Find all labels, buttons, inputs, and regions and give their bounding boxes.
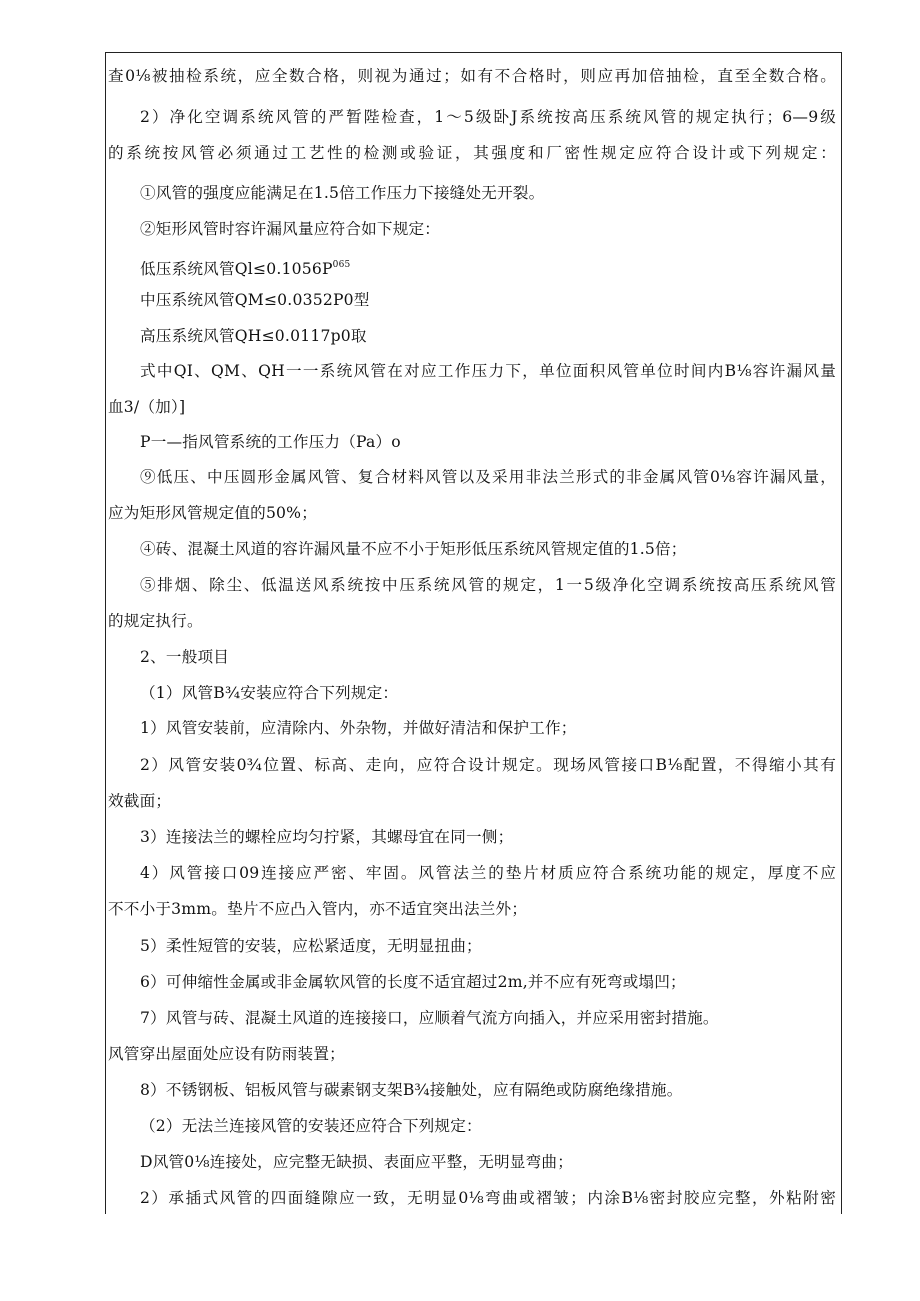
formula-low-pressure [140, 255, 350, 279]
formula-low-text: 低压系统风管Ql≤0.1056P [140, 260, 333, 278]
text-line-25: 5）柔性短管的安装，应松紧适度，无明显扭曲； [140, 937, 482, 955]
text-line-31: D风管0⅛连接处，应完整无缺损、表面应平整，无明显弯曲； [140, 1153, 573, 1171]
text-line-16: 的规定执行。 [108, 612, 203, 630]
text-line-12: ⑨低压、中压圆形金属风管、复合材料风管以及采用非法兰形式的非金属风管0⅛容许漏风量， [140, 468, 836, 486]
text-line-2: 2）净化空调系统风管的严暂陛检查，1～5级卧J系统按高压系统风管的规定执行；6—9级 [140, 108, 836, 126]
text-line-27: 7）风管与砖、混凝土风道的连接接口，应顺着气流方向插入，并应采用密封措施。 [140, 1009, 719, 1027]
text-line-1: 查0⅛被抽检系统，应全数合格，则视为通过；如有不合格时，则应再加倍抽检，直至全数合格。 [108, 67, 836, 85]
text-line-13: 应为矩形风管规定值的50%； [108, 504, 317, 522]
text-line-11: P一—指风管系统的工作压力（Pa）o [140, 433, 401, 451]
text-line-19: 1）风管安装前，应清除内、外杂物，并做好清洁和保护工作； [140, 719, 577, 737]
text-line-22: 3）连接法兰的螺栓应均匀拧紧，其螺母宜在同一侧； [140, 828, 514, 846]
formula-high-pressure: 高压系统风管QH≤0.0117p0取 [140, 327, 367, 345]
text-line-4: ①风管的强度应能满足在1.5倍工作压力下接缝处无开裂。 [140, 184, 545, 202]
text-line-29: 8）不锈钢板、铝板风管与碳素钢支架B¾接触处，应有隔绝或防腐绝缘措施。 [140, 1081, 683, 1099]
formula-low-exponent: 065 [332, 260, 351, 270]
text-line-23: 4）风管接口09连接应严密、牢固。风管法兰的垫片材质应符合系统功能的规定，厚度不应 [140, 864, 836, 882]
text-line-14: ④砖、混凝土风道的容许漏风量不应不小于矩形低压系统风管规定值的1.5倍； [140, 540, 687, 558]
text-line-28: 风管穿出屋面处应设有防雨装置； [108, 1045, 345, 1063]
text-line-20: 2）风管安装0¾位置、标高、走向，应符合设计规定。现场风管接口B⅛配置，不得缩小其有 [140, 756, 836, 774]
section-heading-general: 2、一般项目 [140, 648, 230, 666]
formula-mid-pressure: 中压系统风管QM≤0.0352P0型 [140, 291, 370, 309]
text-line-5: ②矩形风管时容许漏风量应符合如下规定： [140, 220, 441, 238]
text-line-32: 2）承插式风管的四面缝隙应一致，无明显0⅛弯曲或褶皱；内涂B⅛密封胶应完整，外粘附密 [140, 1189, 836, 1207]
text-line-26: 6）可伸缩性金属或非金属软风管的长度不适宜超过2m,并不应有死弯或塌凹； [140, 973, 686, 991]
text-line-24: 不不小于3mm。垫片不应凸入管内，亦不适宜突出法兰外； [108, 900, 528, 918]
text-line-30: （2）无法兰连接风管的安装还应符合下列规定： [140, 1117, 482, 1135]
text-line-10: 血3/（加）] [108, 398, 186, 416]
text-line-3: 的系统按风管必须通过工艺性的检测或验证，其强度和厂密性规定应符合设计或下列规定： [108, 144, 836, 162]
text-line-9: 式中QI、QM、QH一一系统风管在对应工作压力下，单位面积风管单位时间内B⅛容许漏风量 [140, 362, 836, 380]
text-line-21: 效截面； [108, 792, 172, 810]
text-line-15: ⑤排烟、除尘、低温送风系统按中压系统风管的规定，1一5级净化空调系统按高压系统风管 [140, 576, 836, 594]
text-line-18: （1）风管B¾安装应符合下列规定： [140, 684, 399, 702]
